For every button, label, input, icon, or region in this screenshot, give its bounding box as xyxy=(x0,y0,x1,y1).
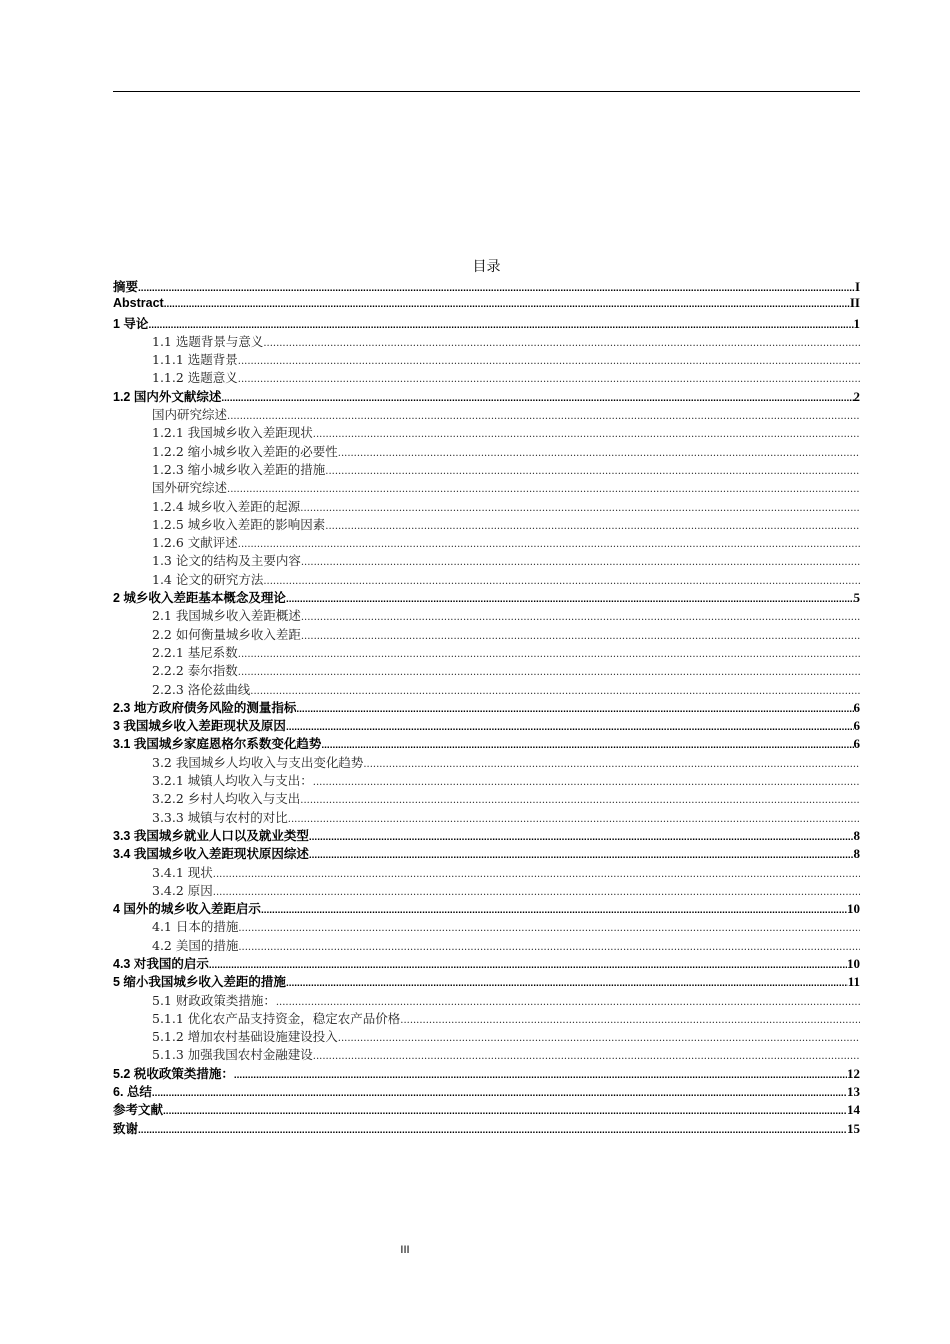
toc-entry[interactable] xyxy=(113,844,860,862)
toc-entry[interactable] xyxy=(113,863,860,881)
toc-entry-page: 5 xyxy=(853,590,860,606)
toc-entry-label: 4.1 日本的措施 xyxy=(152,919,239,935)
toc-dot-leader xyxy=(300,504,860,514)
toc-entry-label: 3.1 我国城乡家庭恩格尔系数变化趋势 xyxy=(113,737,322,752)
toc-dot-leader xyxy=(261,906,847,916)
toc-entry[interactable] xyxy=(113,405,860,423)
toc-entry[interactable] xyxy=(113,368,860,386)
toc-entry-label: 5.2 税收政策类措施： xyxy=(113,1066,234,1081)
toc-entry-page: 10 xyxy=(847,955,860,971)
toc-entry[interactable] xyxy=(113,734,860,752)
toc-entry-page: 10 xyxy=(847,901,860,917)
toc-entry-page: 1 xyxy=(853,315,860,331)
toc-dot-leader xyxy=(164,300,850,310)
toc-entry-label: 3 我国城乡收入差距现状及原因 xyxy=(113,719,286,734)
toc-dot-leader xyxy=(238,924,860,934)
toc-entry[interactable] xyxy=(113,588,860,606)
toc-entry-page: 15 xyxy=(847,1120,860,1136)
toc-entry-label: 4.2 美国的措施 xyxy=(152,937,239,953)
toc-dot-leader xyxy=(138,284,855,294)
toc-entry[interactable] xyxy=(113,643,860,661)
toc-entry[interactable] xyxy=(113,661,860,679)
toc-entry-label: 2.2.2 泰尔指数 xyxy=(152,663,238,679)
toc-entry-label: 国外研究综述 xyxy=(152,480,228,496)
toc-dot-leader xyxy=(163,1107,847,1117)
toc-entry-label: 1.2.6 文献评述 xyxy=(152,535,238,551)
toc-dot-leader xyxy=(286,595,854,605)
toc-entry[interactable] xyxy=(113,1119,860,1137)
toc-entry[interactable] xyxy=(113,442,860,460)
toc-entry[interactable] xyxy=(113,606,860,624)
toc-dot-leader xyxy=(238,650,860,660)
toc-dot-leader xyxy=(286,979,848,989)
toc-dot-leader xyxy=(325,522,860,532)
toc-entry[interactable] xyxy=(113,716,860,734)
toc-dot-leader xyxy=(238,357,860,367)
toc-dot-leader xyxy=(250,687,860,697)
toc-dot-leader xyxy=(363,760,860,770)
toc-dot-leader xyxy=(321,741,853,751)
toc-entry-label: 1.2 国内外文献综述 xyxy=(113,389,222,404)
toc-entry-label: 1.2.3 缩小城乡收入差距的措施 xyxy=(152,461,326,477)
toc-entry-label: 1.1.1 选题背景 xyxy=(152,352,238,368)
toc-entry[interactable] xyxy=(113,789,860,807)
toc-entry[interactable] xyxy=(113,570,860,588)
toc-entry-label: 1.2.2 缩小城乡收入差距的必要性 xyxy=(152,443,338,459)
toc-entry-page: 6 xyxy=(853,736,860,752)
toc-entry-label: 2 城乡收入差距基本概念及理论 xyxy=(113,591,286,606)
toc-entry[interactable] xyxy=(113,917,860,935)
toc-entry-label: 1.1 选题背景与意义 xyxy=(152,333,264,349)
toc-entry[interactable] xyxy=(113,954,860,972)
toc-dot-leader xyxy=(276,998,860,1008)
toc-entry-label: 1.2.5 城乡收入差距的影响因素 xyxy=(152,516,326,532)
toc-dot-leader xyxy=(238,668,860,678)
toc-dot-leader xyxy=(138,1126,847,1136)
toc-entry-page: 13 xyxy=(847,1084,860,1100)
toc-dot-leader xyxy=(238,375,860,385)
toc-entry[interactable] xyxy=(113,387,860,405)
toc-entry[interactable] xyxy=(113,423,860,441)
toc-entry-label: 3.4 我国城乡收入差距现状原因综述 xyxy=(113,847,309,862)
footer-page-number: III xyxy=(400,1244,410,1256)
toc-entry[interactable] xyxy=(113,515,860,533)
toc-dot-leader xyxy=(296,705,853,715)
toc-entry[interactable] xyxy=(113,899,860,917)
toc-entry-page: 8 xyxy=(853,827,860,843)
toc-entry-label: 5.1.3 加强我国农村金融建设 xyxy=(152,1047,313,1063)
toc-entry-page: 11 xyxy=(847,974,860,990)
toc-entry-label: 5 缩小我国城乡收入差距的措施 xyxy=(113,975,286,990)
toc-entry-page: 2 xyxy=(853,388,860,404)
toc-dot-leader xyxy=(325,467,860,477)
toc-dot-leader xyxy=(400,1016,860,1026)
toc-entry-label: 2.2 如何衡量城乡收入差距 xyxy=(152,626,301,642)
toc-dot-leader xyxy=(238,540,860,550)
toc-entry-label: Abstract xyxy=(113,296,164,311)
toc-entry-label: 5.1 财政政策类措施： xyxy=(152,992,276,1008)
toc-dot-leader xyxy=(263,577,860,587)
toc-entry-label: 致谢 xyxy=(113,1121,139,1136)
toc-entry[interactable] xyxy=(113,936,860,954)
toc-dot-leader xyxy=(148,321,853,331)
toc-dot-leader xyxy=(338,1034,860,1044)
toc-entry[interactable] xyxy=(113,1082,860,1100)
toc-entry[interactable] xyxy=(113,497,860,515)
toc-dot-leader xyxy=(286,723,854,733)
toc-dot-leader xyxy=(301,558,860,568)
toc-entry[interactable] xyxy=(113,1064,860,1082)
toc-entry-label: 参考文献 xyxy=(113,1103,164,1118)
toc-entry[interactable] xyxy=(113,478,860,496)
toc-entry-page: 12 xyxy=(847,1065,860,1081)
header-rule xyxy=(113,91,860,92)
toc-entry-label: 摘要 xyxy=(113,280,139,294)
toc-entry[interactable] xyxy=(113,533,860,551)
toc-entry-label: 1.2.4 城乡收入差距的起源 xyxy=(152,498,301,514)
toc-dot-leader xyxy=(263,339,860,349)
toc-entry-label: 1.2.1 我国城乡收入差距现状 xyxy=(152,425,313,441)
toc-entry[interactable] xyxy=(113,698,860,716)
toc-dot-leader xyxy=(221,394,853,404)
toc-entry-page: II xyxy=(849,295,860,311)
toc-entry-page: 6 xyxy=(853,718,860,734)
toc-dot-leader xyxy=(309,833,854,843)
toc-entry[interactable] xyxy=(113,972,860,990)
toc-entry-label: 5.1.1 优化农产品支持资金，稳定农产品价格 xyxy=(152,1010,401,1026)
toc-entry[interactable] xyxy=(113,991,860,1009)
toc-entry-label: 1.4 论文的研究方法 xyxy=(152,571,264,587)
toc-entry[interactable] xyxy=(113,551,860,569)
toc-entry[interactable] xyxy=(113,332,860,350)
toc-entry-page: I xyxy=(854,279,860,294)
toc-dot-leader xyxy=(309,851,854,861)
toc-entry-label: 3.4.2 原因 xyxy=(152,882,213,898)
toc-dot-leader xyxy=(301,613,860,623)
toc-dot-leader xyxy=(213,888,860,898)
toc-dot-leader xyxy=(288,815,860,825)
table-of-contents xyxy=(113,277,860,1137)
toc-dot-leader xyxy=(209,961,847,971)
toc-entry-label: 3.2.2 乡村人均收入与支出 xyxy=(152,791,301,807)
toc-dot-leader xyxy=(227,412,860,422)
toc-entry[interactable] xyxy=(113,1027,860,1045)
toc-entry-label: 4.3 对我国的启示 xyxy=(113,956,209,971)
toc-entry-label: 5.1.2 增加农村基础设施建设投入 xyxy=(152,1029,338,1045)
toc-entry-page: 8 xyxy=(853,846,860,862)
toc-entry[interactable] xyxy=(113,881,860,899)
toc-entry-label: 1 导论 xyxy=(113,316,149,331)
toc-entry-label: 4 国外的城乡收入差距启示 xyxy=(113,902,261,917)
toc-dot-leader xyxy=(227,485,860,495)
toc-entry-label: 3.4.1 现状 xyxy=(152,864,213,880)
toc-entry-label: 6. 总结 xyxy=(113,1085,152,1100)
toc-entry[interactable] xyxy=(113,460,860,478)
toc-dot-leader xyxy=(313,778,860,788)
toc-entry-label: 2.3 地方政府债务风险的测量指标 xyxy=(113,700,297,715)
toc-entry-label: 2.1 我国城乡收入差距概述 xyxy=(152,608,301,624)
toc-entry-label: 国内研究综述 xyxy=(152,407,228,423)
toc-entry[interactable] xyxy=(113,1045,860,1063)
toc-entry-label: 3.2 我国城乡人均收入与支出变化趋势 xyxy=(152,754,364,770)
toc-dot-leader xyxy=(238,943,860,953)
toc-entry[interactable] xyxy=(113,1009,860,1027)
toc-entry[interactable] xyxy=(113,625,860,643)
toc-entry[interactable] xyxy=(113,295,860,313)
toc-dot-leader xyxy=(213,870,860,880)
toc-entry-label: 2.2.3 洛伦兹曲线 xyxy=(152,681,251,697)
toc-entry[interactable] xyxy=(113,350,860,368)
toc-entry[interactable] xyxy=(113,826,860,844)
toc-entry[interactable] xyxy=(113,680,860,698)
toc-entry[interactable] xyxy=(113,314,860,332)
toc-entry-label: 2.2.1 基尼系数 xyxy=(152,644,238,660)
toc-entry-label: 1.1.2 选题意义 xyxy=(152,370,238,386)
toc-entry[interactable] xyxy=(113,808,860,826)
toc-dot-leader xyxy=(313,1052,860,1062)
toc-dot-leader xyxy=(152,1089,847,1099)
toc-entry[interactable] xyxy=(113,277,860,295)
toc-entry-label: 3.3 我国城乡就业人口以及就业类型 xyxy=(113,828,309,843)
toc-title: 目录 xyxy=(472,259,501,275)
toc-entry-page: 6 xyxy=(853,699,860,715)
toc-dot-leader xyxy=(301,632,860,642)
toc-dot-leader xyxy=(300,796,860,806)
toc-entry[interactable] xyxy=(113,753,860,771)
toc-entry-label: 3.3.3 城镇与农村的对比 xyxy=(152,809,288,825)
toc-entry-label: 3.2.1 城镇人均收入与支出： xyxy=(152,773,313,789)
toc-dot-leader xyxy=(234,1071,847,1081)
toc-entry[interactable] xyxy=(113,1100,860,1118)
toc-dot-leader xyxy=(338,449,860,459)
toc-entry-page: 14 xyxy=(847,1102,860,1118)
toc-entry[interactable] xyxy=(113,771,860,789)
toc-dot-leader xyxy=(313,430,860,440)
toc-entry-label: 1.3 论文的结构及主要内容 xyxy=(152,553,301,569)
